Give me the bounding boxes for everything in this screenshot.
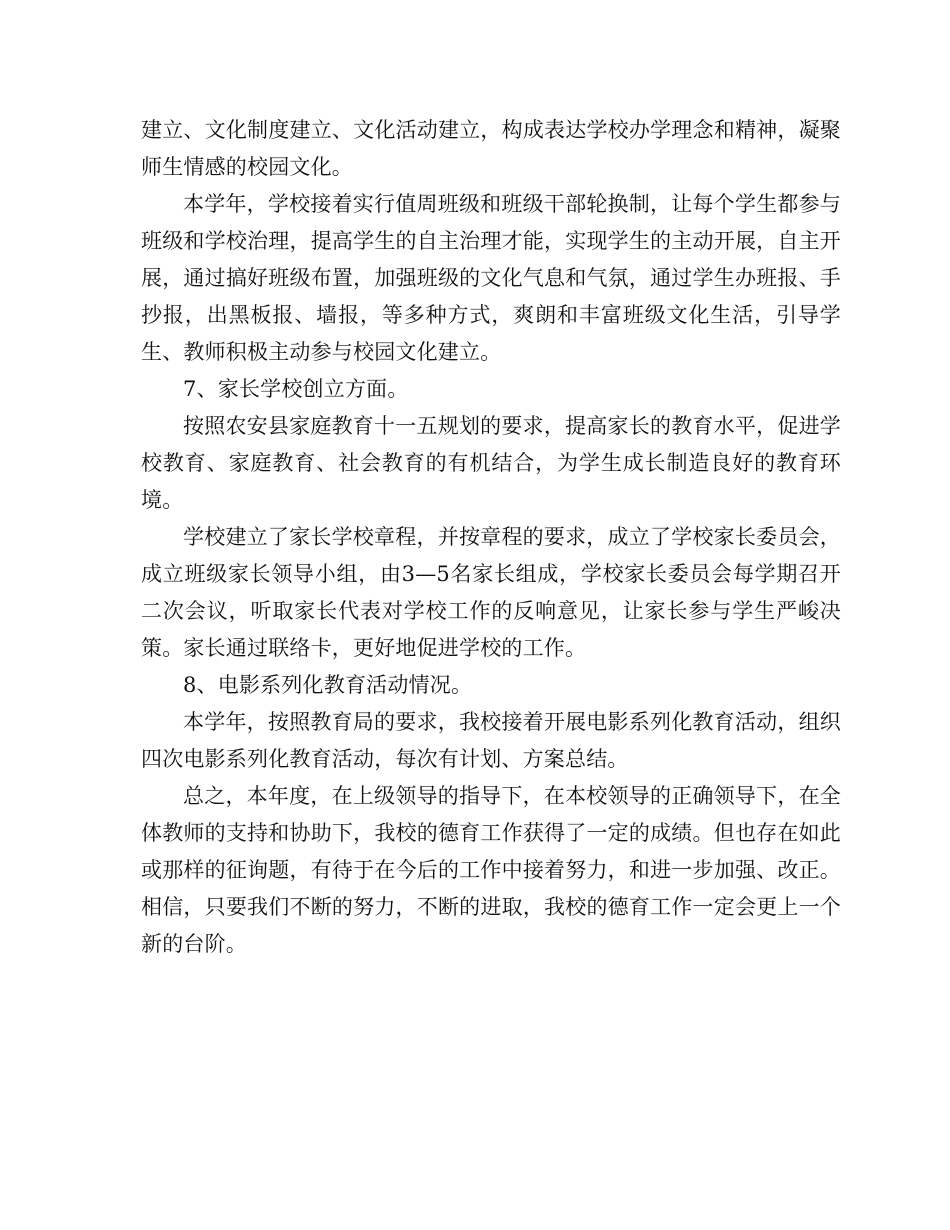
section-heading-parent-school: 7、家长学校创立方面。 xyxy=(183,377,409,401)
paragraph-campus-culture-end: 建立、文化制度建立、文化活动建立，构成表达学校办学理念和精神，凝聚师生情感的校园文化。 xyxy=(141,118,841,179)
document-body xyxy=(141,112,841,963)
paragraph-film-activities: 本学年，按照教育局的要求，我校接着开展电影系列化教育活动，组织四次电影系列化教育活动，每次有计划、方案总结。 xyxy=(141,710,841,771)
paragraph-conclusion: 总之，本年度，在上级领导的指导下，在本校领导的正确领导下，在全体教师的支持和协助下，我校的德育工作获得了一定的成绩。但也存在如此或那样的征询题，有待于在今后的工作中接着努力，和进一步加强、改正。相信，只要我们不断的努力，不断的进取，我校的德育工作一定会更上一个新的台阶。 xyxy=(141,784,841,956)
paragraph-parent-committee: 学校建立了家长学校章程，并按章程的要求，成立了学校家长委员会，成立班级家长领导小组，由3—5名家长组成，学校家长委员会每学期召开二次会议，听取家长代表对学校工作的反响意见，让家长参与学生严峻决策。家长通过联络卡，更好地促进学校的工作。 xyxy=(141,525,841,660)
section-heading-film-education: 8、电影系列化教育活动情况。 xyxy=(183,673,473,697)
paragraph-class-management: 本学年，学校接着实行值周班级和班级干部轮换制，让每个学生都参与班级和学校治理，提高学生的自主治理才能，实现学生的主动开展，自主开展，通过搞好班级布置，加强班级的文化气息和气氛，通过学生办班报、手抄报，出黑板报、墙报，等多种方式，爽朗和丰富班级文化生活，引导学生、教师积极主动参与校园文化建立。 xyxy=(141,192,841,364)
paragraph-family-education-plan: 按照农安县家庭教育十一五规划的要求，提高家长的教育水平，促进学校教育、家庭教育、社会教育的有机结合，为学生成长制造良好的教育环境。 xyxy=(141,414,841,512)
